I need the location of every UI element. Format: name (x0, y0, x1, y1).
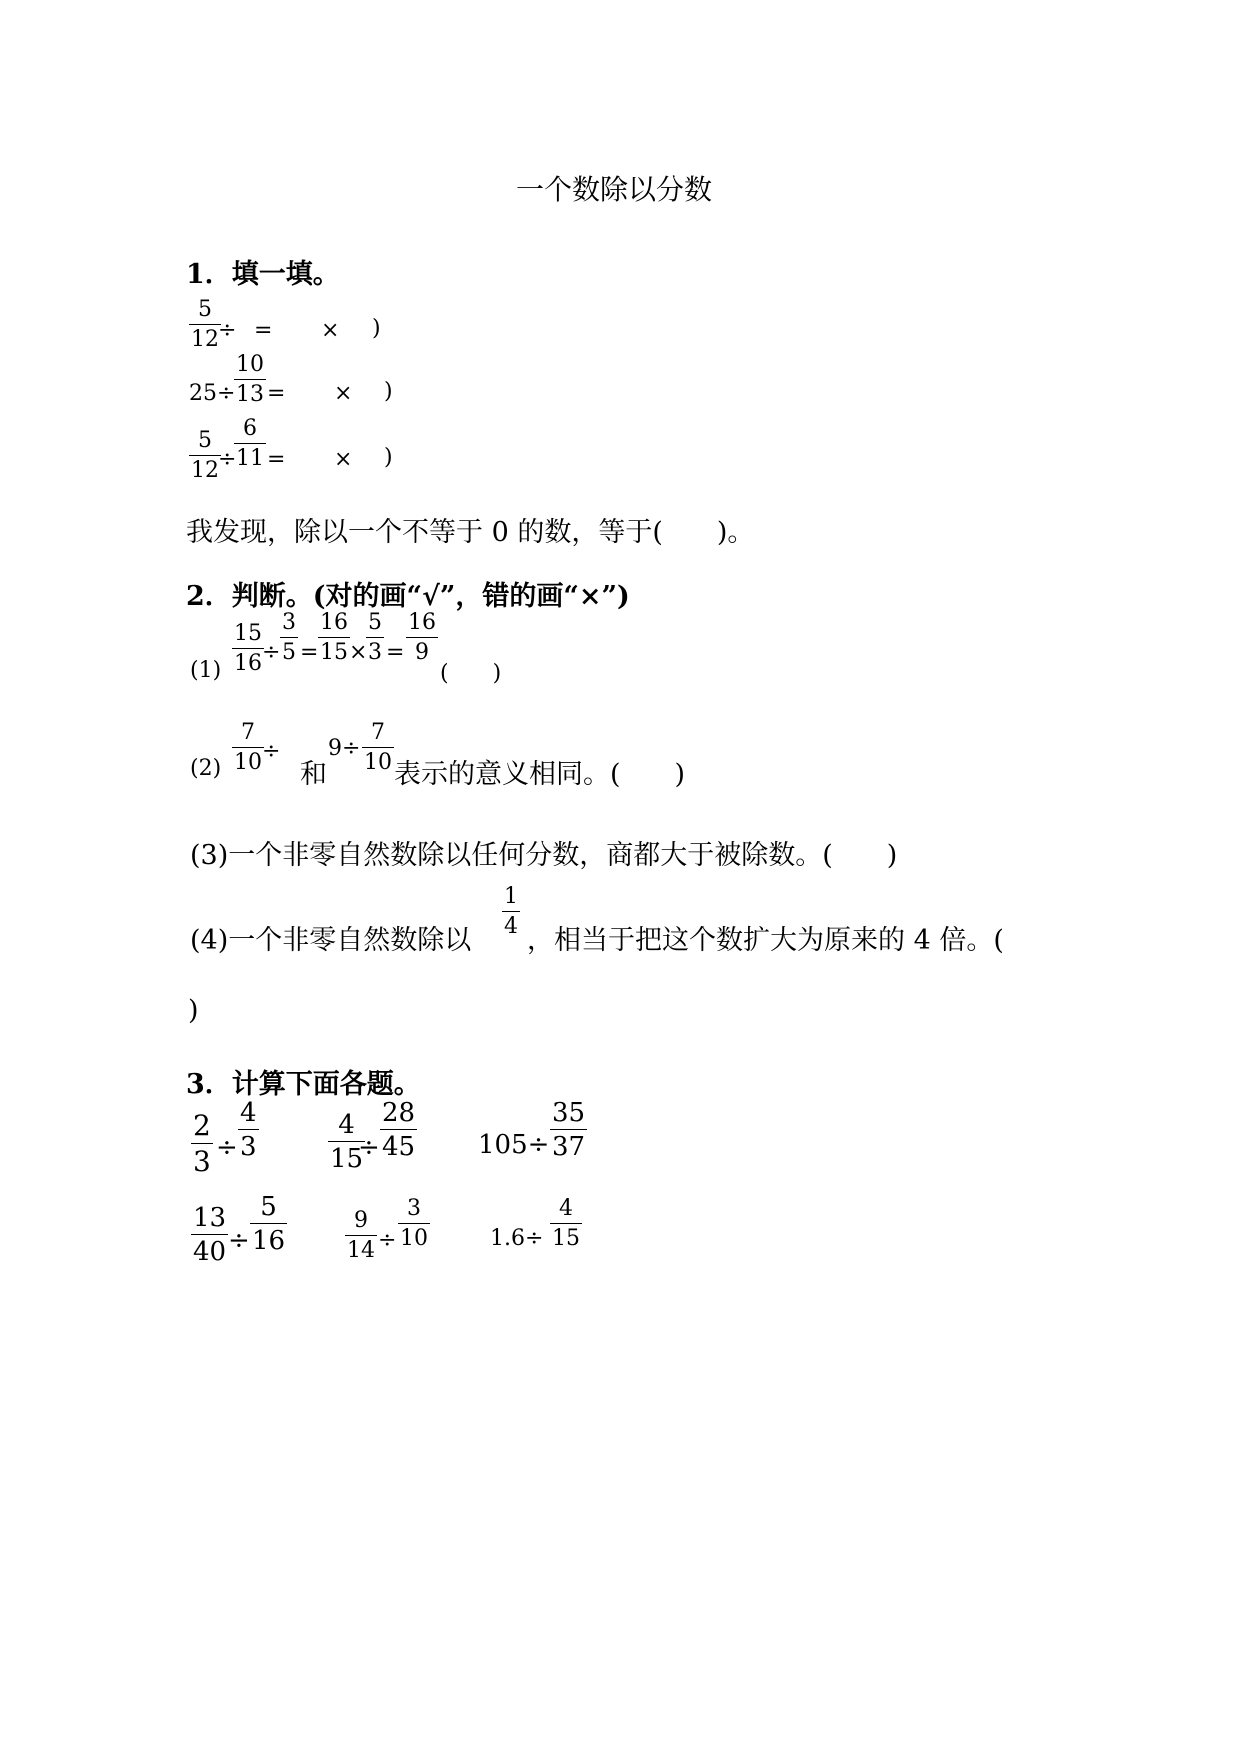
times-sign: × (334, 381, 353, 406)
divide-sign: ÷ (218, 447, 237, 472)
fraction: 7 10 (364, 720, 392, 775)
fraction: 9 14 (347, 1208, 375, 1263)
fraction: 4 15 (552, 1196, 580, 1251)
divide-sign: ÷ (262, 640, 281, 665)
divide-sign: ÷ (262, 739, 281, 764)
close-paren: ) (384, 379, 393, 404)
close-paren: ) (384, 445, 393, 470)
answer-paren: ( ) (440, 661, 502, 686)
fraction: 5 12 (191, 428, 219, 483)
times-sign: × (334, 447, 353, 472)
fraction: 3 10 (400, 1196, 428, 1251)
fraction: 1 4 (504, 884, 518, 939)
expression-lead: 1.6÷ (490, 1226, 544, 1251)
fraction: 2 3 (193, 1109, 211, 1178)
fraction: 35 37 (552, 1098, 586, 1162)
page-title: 一个数除以分数 (516, 173, 713, 206)
discovery-sentence: 我发现，除以一个不等于 0 的数，等于( )。 (186, 517, 755, 548)
statement-text: (4)一个非零自然数除以 (190, 925, 472, 956)
divide-sign: ÷ (228, 1226, 250, 1256)
fraction: 28 45 (382, 1098, 416, 1162)
wrapped-paren: ) (188, 995, 199, 1026)
equals-sign: = (267, 381, 286, 406)
statement-text: ，相当于把这个数扩大为原来的 4 倍。( (527, 925, 1004, 956)
question-label: (1) (190, 658, 222, 683)
conjunction: 和 (300, 759, 327, 790)
fraction: 3 5 (282, 610, 296, 665)
fraction: 5 16 (252, 1192, 286, 1256)
equals-sign: = (300, 640, 319, 665)
divide-sign: ÷ (216, 1133, 238, 1163)
divide-sign: ÷ (378, 1228, 397, 1253)
statement-text: (3)一个非零自然数除以任何分数，商都大于被除数。( ) (190, 840, 898, 871)
question-label: (2) (190, 756, 222, 781)
expression-lead: 25÷ (189, 381, 236, 406)
fraction: 15 16 (234, 621, 262, 676)
expression-lead: 9÷ (328, 736, 361, 761)
fraction: 10 13 (236, 352, 264, 407)
times-sign: × (321, 318, 340, 343)
section-3-heading: 3．计算下面各题。 (186, 1069, 421, 1100)
fraction: 4 3 (240, 1098, 257, 1162)
fraction: 4 15 (330, 1110, 364, 1174)
fraction: 5 12 (191, 297, 219, 352)
divide-sign: ÷ (218, 318, 237, 343)
fraction: 6 11 (236, 416, 264, 471)
statement-text: 表示的意义相同。( ) (394, 759, 686, 790)
fraction: 13 40 (193, 1203, 227, 1267)
section-1-heading: 1．填一填。 (186, 259, 340, 290)
equals-sign: = (267, 447, 286, 472)
fraction: 7 10 (234, 720, 262, 775)
times-sign: × (349, 640, 368, 665)
divide-sign: ÷ (358, 1133, 380, 1163)
equals-sign: = (254, 318, 273, 343)
fraction: 16 9 (408, 610, 436, 665)
section-2-heading: 2．判断。(对的画“√”，错的画“×”) (186, 581, 630, 612)
expression-lead: 105÷ (478, 1130, 550, 1160)
close-paren: ) (372, 316, 381, 341)
fraction: 16 15 (320, 610, 348, 665)
fraction: 5 3 (368, 610, 382, 665)
equals-sign: = (386, 640, 405, 665)
